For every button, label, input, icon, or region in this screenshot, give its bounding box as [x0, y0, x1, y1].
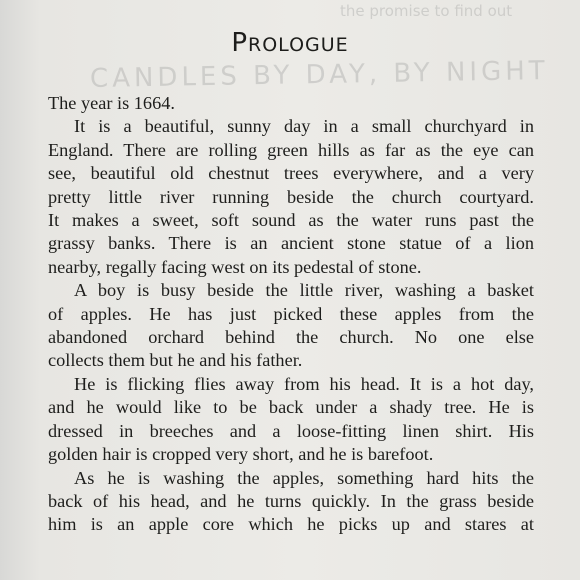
text-line: back of his head, and he turns quickly. In the grass beside — [48, 490, 534, 511]
text-line: collects them but he and his father. — [48, 350, 303, 371]
text-line: A boy is busy beside the little river, washing a basket — [74, 280, 534, 301]
text-line: dressed in breeches and a loose-fitting linen shirt. His — [48, 420, 534, 441]
text-line: nearby, regally facing west on its pedestal of stone. — [48, 256, 422, 277]
text-line: golden hair is cropped very short, and he is barefoot. — [48, 444, 434, 465]
text-line: pretty little river running beside the church courtyard. — [48, 186, 534, 207]
text-line: It makes a sweet, soft sound as the water runs past the — [48, 210, 534, 231]
text-line: abandoned orchard behind the church. No one else — [48, 327, 534, 348]
text-line: of apples. He has just picked these apples from the — [48, 303, 534, 324]
bleed-through-text-top: the promise to find out — [340, 2, 513, 20]
text-line: He is flicking flies away from his head. It is a hot day, — [74, 373, 534, 394]
text-line: him is an apple core which he picks up and stares at — [48, 514, 534, 535]
text-line: and he would like to be back under a shady tree. He is — [48, 397, 534, 418]
text-line: As he is washing the apples, something hard hits the — [74, 467, 534, 488]
bleed-through-text-middle: CANDLES BY DAY, BY NIGHT — [89, 55, 549, 95]
chapter-title: PROLOGUE — [231, 28, 349, 58]
text-line: grassy banks. There is an ancient stone statue of a lion — [48, 233, 534, 254]
text-line: The year is 1664. — [48, 93, 175, 113]
text-line: England. There are rolling green hills as far as the eye can — [48, 139, 534, 160]
page-body-text — [48, 92, 534, 537]
text-line: It is a beautiful, sunny day in a small churchyard in — [74, 116, 534, 137]
text-line: see, beautiful old chestnut trees everywhere, and a very — [48, 163, 534, 184]
